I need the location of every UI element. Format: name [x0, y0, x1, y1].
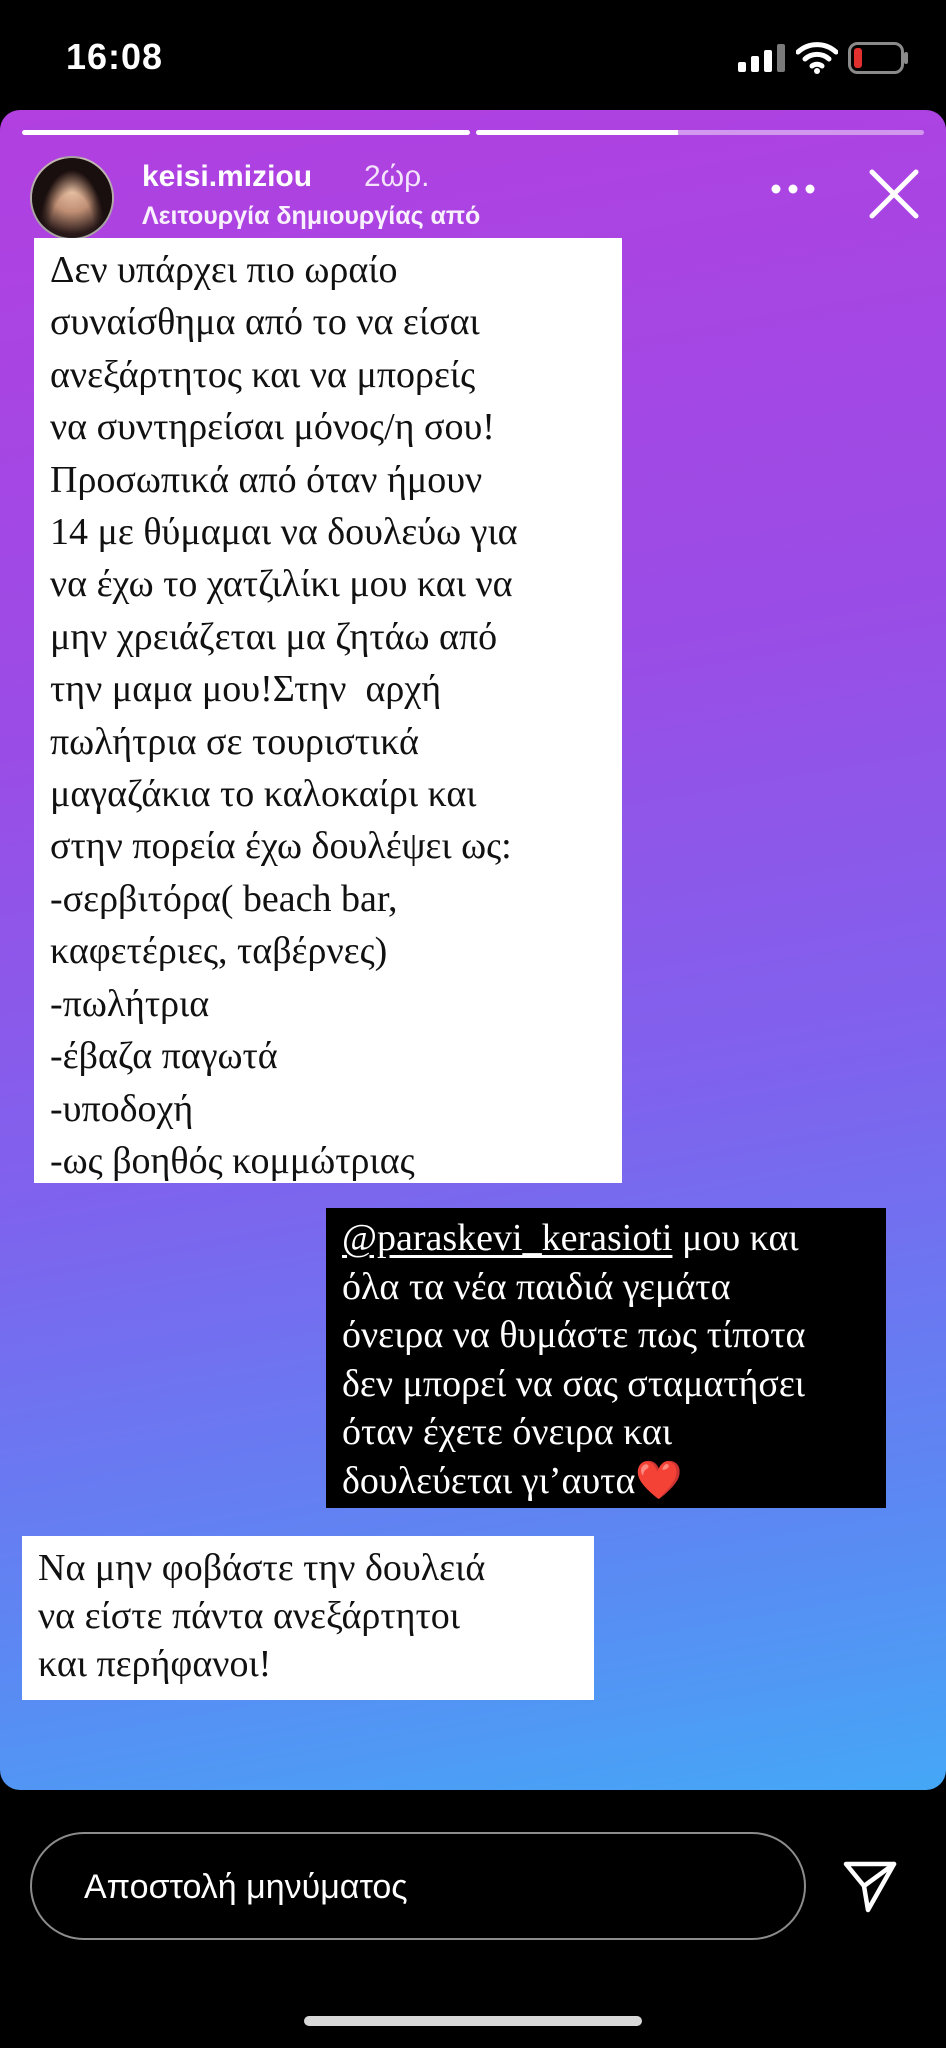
- story-text-box-3: Να μην φοβάστε την δουλειά να είστε πάντα ανεξάρτητοι και περήφανοι!: [22, 1536, 594, 1700]
- send-icon[interactable]: [842, 1858, 898, 1914]
- story-progress-segment-2: [476, 130, 924, 135]
- user-mention-link[interactable]: @paraskevi_kerasioti: [342, 1217, 673, 1259]
- story-subtitle[interactable]: Λειτουργία δημιουργίας από: [142, 202, 481, 230]
- status-time: 16:08: [66, 36, 164, 77]
- story-progress-segment-1: [22, 130, 470, 135]
- close-icon[interactable]: [868, 168, 920, 220]
- story-username[interactable]: keisi.miziou: [142, 160, 313, 193]
- story-text-box-2: [326, 1208, 886, 1508]
- send-message-input[interactable]: [30, 1832, 806, 1940]
- avatar[interactable]: [30, 156, 114, 240]
- wifi-icon: [796, 40, 838, 74]
- battery-icon: [848, 42, 910, 74]
- story-time-ago: 2ώρ.: [364, 160, 430, 193]
- story-text-box-2-text: μου και όλα τα νέα παιδιά γεμάτα όνειρα να θυμάστε πως τίποτα δεν μπορεί να σας σταματήσει όταν έχετε όνειρα και δουλεύεται γι’αυτα❤️: [342, 1217, 806, 1502]
- status-bar: [0, 0, 946, 110]
- send-message-placeholder: Αποστολή μηνύματος: [84, 1868, 408, 1906]
- signal-icon: [738, 44, 786, 72]
- home-indicator[interactable]: [304, 2016, 642, 2026]
- more-options-icon[interactable]: [770, 182, 816, 196]
- story-viewer[interactable]: [0, 110, 946, 1790]
- story-text-box-1: Δεν υπάρχει πιο ωραίο συναίσθημα από το να είσαι ανεξάρτητος και να μπορείς να συντηρείσαι μόνος/η σου! Προσωπικά από όταν ήμουν 14 με θύμαμαι να δουλεύω για να έχω το χατζιλίκι μου και να μην χρειάζεται μα ζητάω από την μαμα μου!Στην αρχή πωλήτρια σε τουριστικά μαγαζάκια το καλοκαίρι και στην πορεία έχω δουλέψει ως: -σερβιτόρα( beach bar, καφετέριες, ταβέρνες) -πωλήτρια -έβαζα παγωτά -υποδοχή -ως βοηθός κομμώτριας: [34, 238, 622, 1183]
